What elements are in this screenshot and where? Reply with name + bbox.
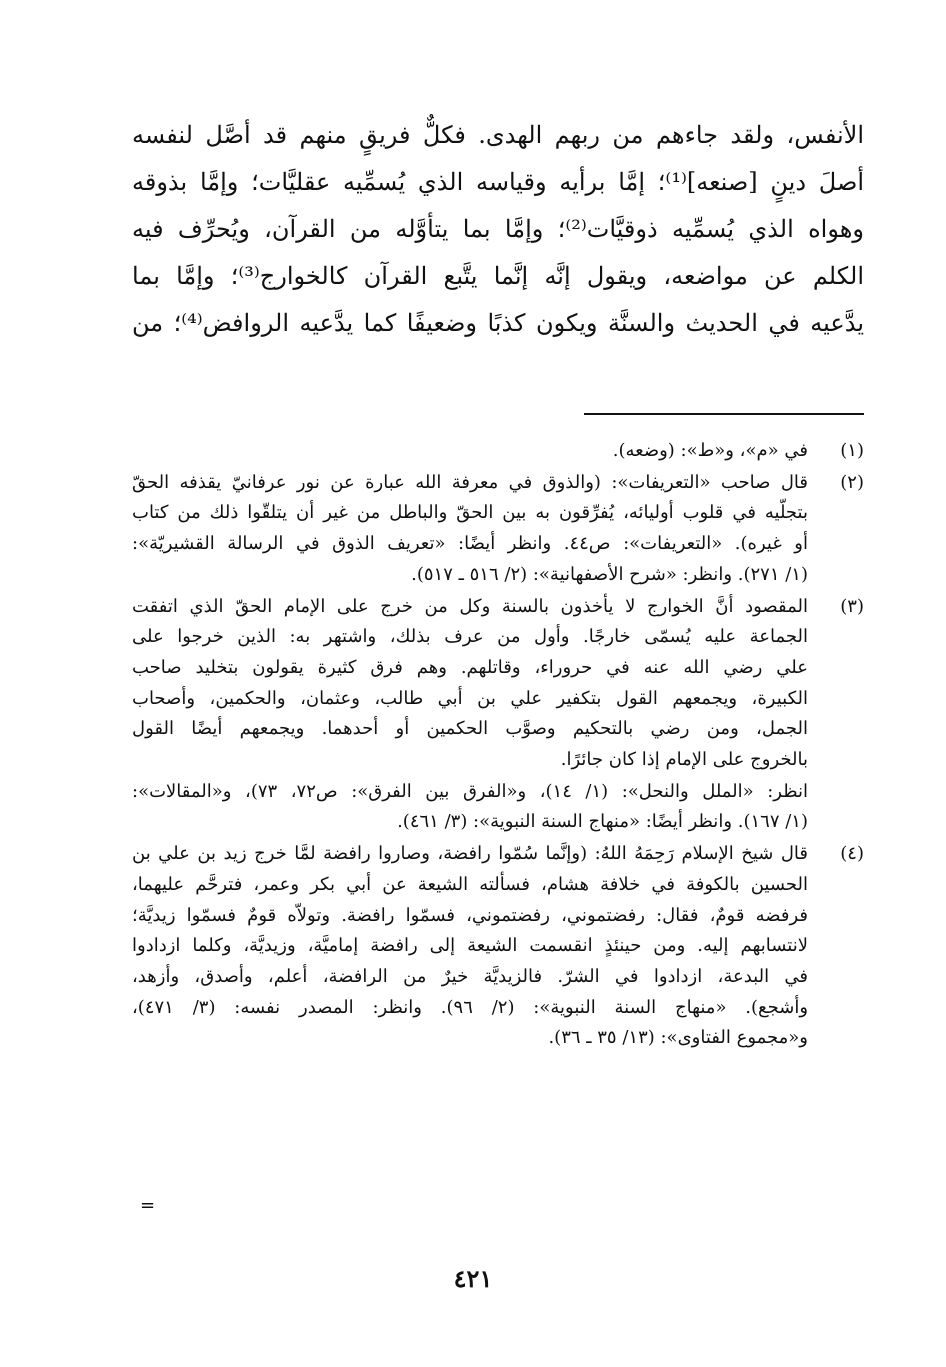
- footnotes: [132, 436, 864, 1055]
- footnote-1: [132, 436, 864, 467]
- footnote-line: بالخروج على الإمام إذا كان جائرًا.: [560, 749, 808, 771]
- footnote-4: [132, 839, 864, 1054]
- footnote-line: انظر: «الملل والنحل»: (١/ ١٤)، و«الفرق بين الفرق»: ص٧٢، ٧٣)، و«المقالات»:: [132, 780, 808, 802]
- footnote-2: [132, 468, 864, 591]
- footnote-number: (١): [840, 440, 864, 461]
- footnote-line: بتجلّيه في قلوب أوليائه، يُفرِّقون به بين الحقّ والباطل من غير أن يتلقّوا ذلك من كتاب: [132, 502, 808, 524]
- footnote-line: الكبيرة، ويجمعهم القول بتكفير علي بن أبي طالب، وعثمان، والحكمين، وأصحاب: [132, 687, 808, 709]
- footnote-line: فرفضه قومٌ، فقال: رفضتموني، رفضتموني، فسمّوا رافضة. وتولاّه قومٌ فسمّوا زيديَّة؛: [132, 904, 808, 926]
- continuation-mark: =: [140, 1195, 156, 1216]
- footnote-3: [132, 592, 864, 776]
- footnote-line: و«مجموع الفتاوى»: (١٣/ ٣٥ ـ ٣٦).: [548, 1027, 808, 1049]
- footnote-line: وأشجع). «منهاج السنة النبوية»: (٢/ ٩٦). وانظر: المصدر نفسه: (٣/ ٤٧١)،: [132, 996, 808, 1018]
- footnote-line: الحسين بالكوفة في خلافة هشام، فسألته الشيعة عن أبي بكر وعمر، فترحَّم عليهما،: [132, 873, 808, 895]
- footnote-line: (١/ ١٦٧). وانظر أيضًا: «منهاج السنة النبوية»: (٣/ ٤٦١).: [397, 811, 808, 833]
- footnote-number: (٤): [840, 843, 864, 865]
- footnote-line: (١/ ٢٧١). وانظر: «شرح الأصفهانية»: (٢/ ٥١٦ ـ ٥١٧).: [411, 563, 808, 585]
- page-number: ٤٢١: [453, 1264, 493, 1293]
- footnote-line: لانتسابهم إليه. ومن حينئذٍ انقسمت الشيعة إلى رافضة إماميَّة، وزيديَّة، وكلما ازدادوا: [132, 935, 808, 957]
- footnote-number: (٣): [840, 595, 864, 617]
- footnote-number: (٢): [840, 471, 864, 493]
- footnote-divider: [584, 413, 864, 415]
- footnote-line: في البدعة، ازدادوا في الشرّ. فالزيديَّة خيرٌ من الرافضة، أعلم، وأصدق، وأزهد،: [132, 965, 808, 987]
- footnote-line: قال صاحب «التعريفات»: (والذوق في معرفة الله عبارة عن نور عرفانيّ يقذفه الحقّ: [132, 471, 808, 493]
- main-line: الكلم عن مواضعه، ويقول إنَّه إنَّما يتَّبع القرآن كالخوارج⁽³⁾؛ وإمَّا بما: [132, 262, 864, 290]
- footnote-line: الجماعة عليه يُسمّى خارجًا. وأول من عرف بذلك، واشتهر به: الذين خرجوا على: [132, 626, 808, 648]
- footnote-line: في «م»، و«ط»: (وضعه).: [612, 440, 808, 461]
- main-line: وهواه الذي يُسمِّيه ذوقيَّات⁽²⁾؛ وإمَّا بما يتأوَّله من القرآن، ويُحرِّف فيه: [132, 215, 864, 243]
- footnote-line: قال شيخ الإسلام رَحِمَهُ اللهُ: (وإنَّما سُمّوا رافضة، وصاروا رافضة لمَّا خرج زيد بن علي بن: [132, 843, 808, 865]
- main-line: يدَّعيه في الحديث والسنَّة ويكون كذبًا وضعيفًا كما يدَّعيه الروافض⁽⁴⁾؛ من: [132, 309, 864, 337]
- footnote-line: الجمل، ومن رضي بالتحكيم وصوَّب الحكمين أو أحدهما. ويجمعهم أيضًا القول: [132, 718, 808, 740]
- footnote-line: أو غيره). «التعريفات»: ص٤٤. وانظر أيضًا: «تعريف الذوق في الرسالة القشيريّة»:: [132, 533, 808, 555]
- main-text: [132, 112, 864, 347]
- main-line: الأنفس، ولقد جاءهم من ربهم الهدى. فكلٌّ فريقٍ منهم قد أصَّل لنفسه: [132, 121, 864, 149]
- main-line: أصلَ دينٍ [صنعه]⁽¹⁾؛ إمَّا برأيه وقياسه الذي يُسمِّيه عقليَّات؛ وإمَّا بذوقه: [132, 168, 864, 196]
- footnote-3-references: [132, 777, 864, 838]
- footnote-line: المقصود أنَّ الخوارج لا يأخذون بالسنة وكل من خرج على الإمام الحقّ الذي اتفقت: [132, 595, 808, 617]
- footnote-line: علي رضي الله عنه في حروراء، وقاتلهم. وهم فرق كثيرة يقولون بتخليد صاحب: [132, 656, 808, 678]
